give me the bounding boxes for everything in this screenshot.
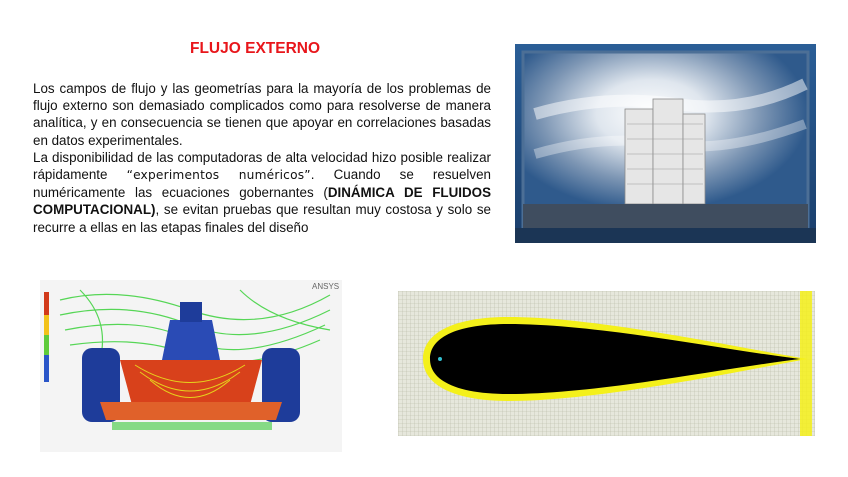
paragraph-2-part-b: . Cuando se resuelven numéricamente las ecuaciones gobernantes ( [33, 167, 491, 201]
airfoil-mesh-image [398, 291, 815, 436]
ansys-logo-text: ANSYS [312, 282, 340, 291]
paragraph-2-part-c: , se evitan pruebas que resultan muy costosa y solo se recurre a ellas en las etapas finales del diseño [33, 202, 491, 235]
paragraph-2-part-a: La disponibilidad de las computadoras de alta velocidad hizo posible realizar rápidamente [33, 149, 491, 183]
paragraph-1: Los campos de flujo y las geometrías para la mayoría de los problemas de flujo externo son demasiado complicados como para resolverse de manera analítica, y en consecuencia se tienen que apoyar en correlaciones basadas en datos experimentales. [33, 81, 491, 148]
body-text [33, 80, 491, 236]
f1-cfd-image [40, 280, 342, 452]
quoted-phrase: “experimentos numéricos” [126, 168, 311, 183]
wind-tunnel-photo [515, 44, 816, 243]
paragraph-2 [33, 149, 491, 236]
bold-phrase: DINÁMICA DE FLUIDOS COMPUTACIONAL) [33, 185, 491, 218]
slide-title: FLUJO EXTERNO [190, 40, 321, 57]
